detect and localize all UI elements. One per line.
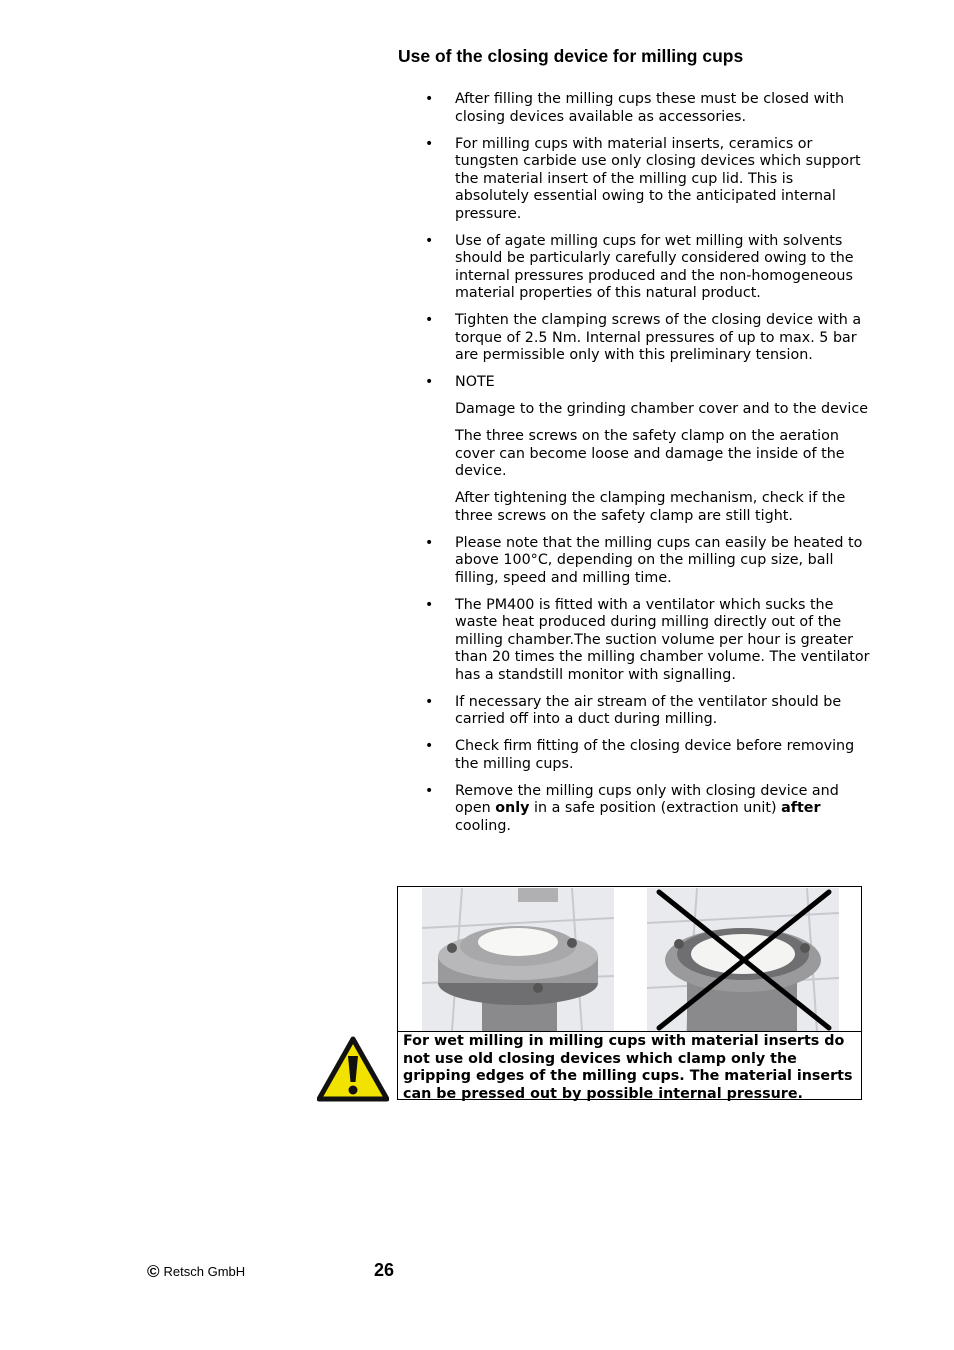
list-item: • If necessary the air stream of the ventilator should be carried off into a duct during milling. xyxy=(425,693,842,727)
section-heading: Use of the closing device for milling cups xyxy=(398,46,744,66)
list-item: • Check firm fitting of the closing device before removing the milling cups. xyxy=(425,738,855,772)
bullet-icon: • xyxy=(425,693,434,710)
bullet-icon: • xyxy=(425,782,434,799)
note-label: NOTE xyxy=(455,374,495,390)
bullet-icon: • xyxy=(425,374,434,390)
correct-closing-device-photo xyxy=(422,888,614,1031)
list-item: • After filling the milling cups these must be closed with closing devices available as accessories. xyxy=(425,91,845,125)
list-item: • The PM400 is fitted with a ventilator which sucks the waste heat produced during milling directly out of the milling chamber.The suction volume per hour is greater than 20 times the milling chamber volume. The ventilator has a standstill monitor with signalling. xyxy=(425,596,870,683)
bullet-icon: • xyxy=(425,312,434,328)
bullet-icon: • xyxy=(425,135,434,152)
bullet-icon: • xyxy=(425,91,434,107)
bullet-icon: • xyxy=(425,534,434,551)
note-line: Damage to the grinding chamber cover and to the device xyxy=(455,401,868,417)
list-item: • Please note that the milling cups can easily be heated to above 100°C, depending on the milling cup size, ball filling, speed and milling time. xyxy=(425,534,863,586)
footer-copyright xyxy=(147,1262,245,1282)
list-item: • For milling cups with material inserts, ceramics or tungsten carbide use only closing devices which support the material insert of the milling cup lid. This is absolutely essential owing to the anticipated internal pressure. xyxy=(425,135,861,222)
bullet-icon: • xyxy=(425,232,434,249)
warning-triangle-icon xyxy=(317,1036,389,1102)
closing-device-figure xyxy=(397,886,862,1100)
company-name: Retsch GmbH xyxy=(163,1264,246,1279)
figure-divider xyxy=(398,1031,861,1032)
copyright-symbol: © xyxy=(147,1262,160,1281)
incorrect-closing-device-photo xyxy=(647,888,839,1031)
warning-text: For wet milling in milling cups with material inserts do not use old closing devices which clamp only the gripping edges of the milling cups. The material inserts can be pressed out by possible internal pressure. xyxy=(403,1033,853,1102)
note-line: The three screws on the safety clamp on the aeration cover can become loose and damage the inside of the device. xyxy=(455,428,845,479)
list-item: • Tighten the clamping screws of the closing device with a torque of 2.5 Nm. Internal pressures of up to max. 5 bar are permissible only with this preliminary tension. xyxy=(425,312,862,363)
instruction-list xyxy=(425,91,870,845)
bullet-icon: • xyxy=(425,596,434,613)
note-line: After tightening the clamping mechanism, check if the three screws on the safety clamp are still tight. xyxy=(455,490,846,524)
page-number: 26 xyxy=(374,1260,395,1280)
bullet-icon: • xyxy=(425,738,434,754)
note-item xyxy=(425,374,870,525)
list-item: • Use of agate milling cups for wet milling with solvents should be particularly carefully considered owing to the internal pressures produced and the non-homogeneous material properties of this natural product. xyxy=(425,232,854,301)
list-item: • Remove the milling cups only with closing device and open only in a safe position (extraction unit) after cooling. xyxy=(425,782,839,834)
